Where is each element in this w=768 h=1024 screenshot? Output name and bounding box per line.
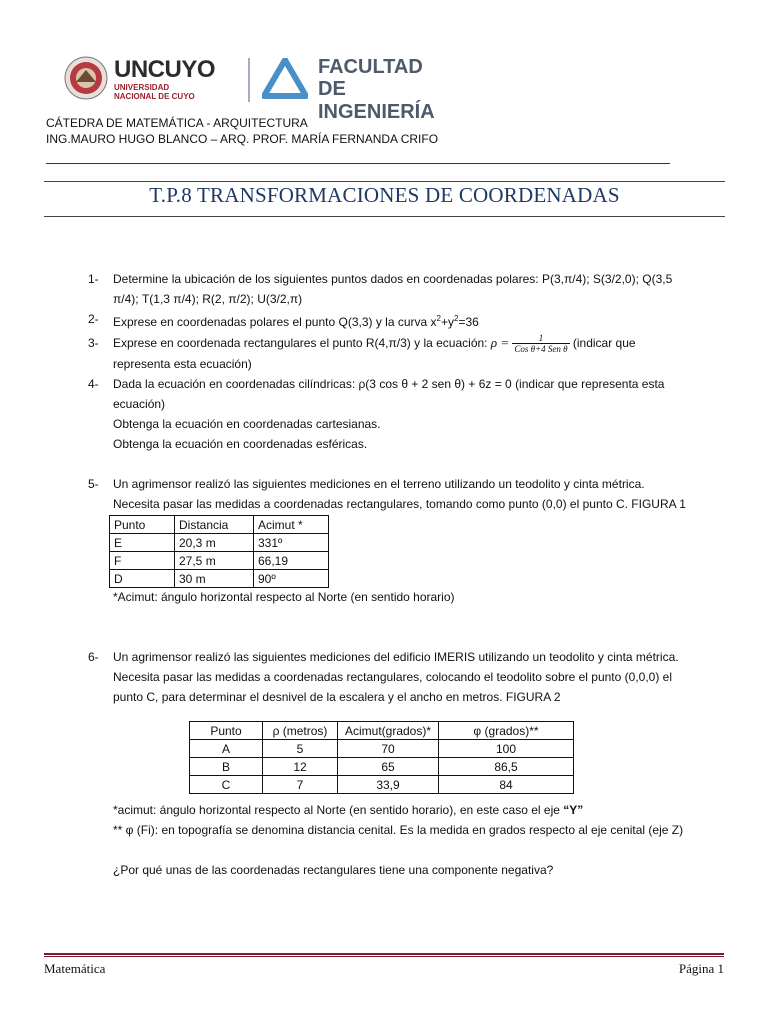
- item-3-rho: ρ =: [490, 335, 513, 350]
- item-5-note: *Acimut: ángulo horizontal respecto al Norte (en sentido horario): [113, 590, 455, 604]
- uncuyo-sub2: NACIONAL DE CUYO: [114, 92, 195, 101]
- table-cell: 90º: [254, 570, 329, 588]
- header-underline: [46, 163, 670, 164]
- table-figura-1: [109, 515, 329, 588]
- table-header-cell: ρ (metros): [263, 722, 338, 740]
- item-6-note-1-axis: “Y”: [563, 803, 584, 817]
- item-6-note-2: ** φ (Fi): en topografía se denomina distancia cenital. Es la medida en grados respecto al eje cenital (eje Z): [113, 823, 684, 837]
- table-cell: 100: [439, 740, 574, 758]
- table-header-cell: Punto: [110, 516, 175, 534]
- fi-line1: FACULTAD: [318, 56, 423, 78]
- table-cell: 7: [263, 776, 338, 794]
- table-figura-2: [189, 721, 574, 794]
- profesores-line: ING.MAURO HUGO BLANCO – ARQ. PROF. MARÍA FERNANDA CRIFO: [46, 132, 439, 146]
- item-3-number: 3-: [88, 336, 99, 350]
- item-3-frac-num: 1: [512, 333, 569, 344]
- item-2-sup-1: 2: [436, 314, 441, 323]
- item-2-text-b: +y: [440, 315, 454, 329]
- table-cell: 70: [338, 740, 439, 758]
- item-1-number: 1-: [88, 272, 99, 286]
- table-header-cell: Acimut *: [254, 516, 329, 534]
- item-1-line-2: π/4); T(1,3 π/4); R(2, π/2); U(3/2,π): [113, 292, 303, 306]
- uncuyo-logo: [64, 56, 214, 106]
- item-4-line-1: Dada la ecuación en coordenadas cilíndricas: ρ(3 cos θ + 2 sen θ) + 6z = 0 (indicar que representa esta: [113, 377, 665, 391]
- item-5-line-2: Necesita pasar las medidas a coordenadas rectangulares, tomando como punto (0,0) el punto C. FIGURA 1: [113, 497, 686, 511]
- logo-divider: [248, 58, 250, 102]
- table-row: [110, 552, 329, 570]
- item-3-text-a: Exprese en coordenada rectangulares el punto R(4,π/3) y la ecuación:: [113, 336, 491, 350]
- item-2-text-a: Exprese en coordenadas polares el punto Q(3,3) y la curva x: [113, 315, 437, 329]
- table-row: [110, 570, 329, 588]
- table-cell: 27,5 m: [175, 552, 254, 570]
- table-header-cell: Distancia: [175, 516, 254, 534]
- table-header-cell: Acimut(grados)*: [338, 722, 439, 740]
- table-cell: 331º: [254, 534, 329, 552]
- table-cell: C: [190, 776, 263, 794]
- item-5-number: 5-: [88, 477, 99, 491]
- item-6-line-1: Un agrimensor realizó las siguientes mediciones del edificio IMERIS utilizando un teodolito y cinta métrica.: [113, 650, 679, 664]
- uncuyo-seal-icon: [64, 56, 108, 100]
- table-cell: 12: [263, 758, 338, 776]
- table-row: [110, 534, 329, 552]
- table-cell: D: [110, 570, 175, 588]
- table-cell: F: [110, 552, 175, 570]
- table-header-cell: φ (grados)**: [439, 722, 574, 740]
- table-cell: E: [110, 534, 175, 552]
- item-3-line-2: representa esta ecuación): [113, 357, 252, 371]
- item-3-fraction: [512, 333, 569, 354]
- table-header-row: [110, 516, 329, 534]
- footer-left: Matemática: [44, 961, 106, 976]
- item-3-text-b: (indicar que: [569, 336, 636, 350]
- item-4-line-4: Obtenga la ecuación en coordenadas esféricas.: [113, 437, 368, 451]
- footer-page-number: Página 1: [678, 961, 724, 976]
- item-4-line-2: ecuación): [113, 397, 166, 411]
- item-3-frac-den: Cos θ+4 Sen θ: [514, 344, 568, 355]
- table-cell: 86,5: [439, 758, 574, 776]
- table-cell: A: [190, 740, 263, 758]
- item-2-line: [113, 309, 713, 332]
- item-5-line-1: Un agrimensor realizó las siguientes mediciones en el terreno utilizando un teodolito y cinta métrica.: [113, 477, 645, 491]
- table-row: [190, 740, 574, 758]
- table-cell: 5: [263, 740, 338, 758]
- page-title: T.P.8 TRANSFORMACIONES DE COORDENADAS: [149, 183, 620, 207]
- title-rule-top: [44, 181, 725, 182]
- item-6-line-2: Necesita pasar las medidas a coordenadas rectangulares, colocando el teodolito sobre el punto (0,0,0) el: [113, 670, 673, 684]
- item-2-sup-2: 2: [453, 314, 459, 323]
- table-row: [190, 758, 574, 776]
- table-cell: 33,9: [338, 776, 439, 794]
- title-rule-bottom: [44, 216, 725, 217]
- uncuyo-name: UNCUYO: [114, 56, 216, 83]
- footer-rule: [44, 953, 724, 957]
- catedra-line: CÁTEDRA DE MATEMÁTICA - ARQUITECTURA: [46, 116, 308, 130]
- table-cell: 84: [439, 776, 574, 794]
- table-header-cell: Punto: [190, 722, 263, 740]
- fi-logo: [262, 56, 462, 123]
- item-2-text-c: =36: [458, 315, 479, 329]
- table-row: [190, 776, 574, 794]
- item-4-line-3: Obtenga la ecuación en coordenadas cartesianas.: [113, 417, 381, 431]
- item-1-line-1: Determine la ubicación de los siguientes puntos dados en coordenadas polares: P(3,π/4); S(3/2,0); Q(3,5: [113, 272, 673, 286]
- item-3-line-1: [113, 330, 713, 356]
- item-6-number: 6-: [88, 650, 99, 664]
- item-4-number: 4-: [88, 377, 99, 391]
- item-6-note-1: [113, 800, 713, 820]
- item-6-line-3: punto C, para determinar el desnivel de la escalera y el ancho en metros. FIGURA 2: [113, 690, 561, 704]
- item-6-question: ¿Por qué unas de las coordenadas rectangulares tiene una componente negativa?: [113, 863, 554, 877]
- item-6-note-1-text: *acimut: ángulo horizontal respecto al Norte (en sentido horario), en este caso el eje: [113, 803, 564, 817]
- table-header-row: [190, 722, 574, 740]
- table-cell: 30 m: [175, 570, 254, 588]
- table-cell: B: [190, 758, 263, 776]
- uncuyo-sub1: UNIVERSIDAD: [114, 83, 170, 92]
- table-cell: 66,19: [254, 552, 329, 570]
- fi-line2: DE INGENIERÍA: [318, 78, 435, 123]
- table-cell: 65: [338, 758, 439, 776]
- table-cell: 20,3 m: [175, 534, 254, 552]
- item-2-number: 2-: [88, 312, 99, 326]
- fi-triangle-icon: [262, 58, 308, 100]
